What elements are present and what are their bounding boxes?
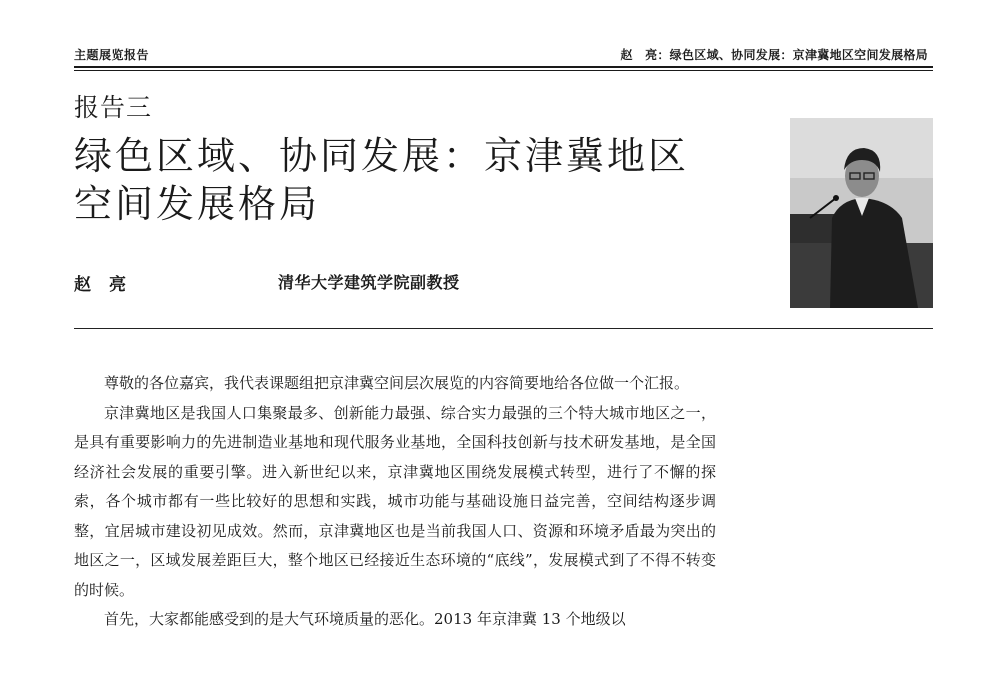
section-divider (74, 328, 933, 329)
running-header-left: 主题展览报告 (74, 48, 150, 62)
speaker-portrait-image (790, 118, 933, 308)
article-title (74, 132, 774, 228)
author-affiliation: 清华大学建筑学院副教授 (278, 273, 460, 292)
article-title-line-1: 绿色区域、协同发展：京津冀地区 (74, 134, 690, 178)
author-photo (790, 118, 933, 308)
author-name: 赵亮 (74, 275, 144, 295)
header-rule-thin (74, 70, 933, 71)
header-rule (74, 66, 933, 68)
body-paragraph-2: 京津冀地区是我国人口集聚最多、创新能力最强、综合实力最强的三个特大城市地区之一，是具有重要影响力的先进制造业基地和现代服务业基地，全国科技创新与技术研发基地，是全国经济社会发展的重要引擎。进入新世纪以来，京津冀地区围绕发展模式转型，进行了不懈的探索，各个城市都有一些比较好的思想和实践，城市功能与基础设施日益完善，空间结构逐步调整，宜居城市建设初见成效。然而，京津冀地区也是当前我国人口、资源和环境矛盾最为突出的地区之一，区域发展差距巨大，整个地区已经接近生态环境的“底线”，发展模式到了不得不转变的时候。 (74, 403, 716, 599)
running-header-right: 赵 亮：绿色区域、协同发展：京津冀地区空间发展格局 (620, 48, 928, 62)
body-paragraph-3: 首先，大家都能感受到的是大气环境质量的恶化。2013 年京津冀 13 个地级以 (104, 610, 626, 628)
report-label: 报告三 (74, 93, 153, 122)
article-body (74, 369, 716, 635)
article-title-line-2: 空间发展格局 (74, 182, 321, 226)
body-paragraph-1: 尊敬的各位嘉宾，我代表课题组把京津冀空间层次展览的内容简要地给各位做一个汇报。 (104, 374, 690, 392)
